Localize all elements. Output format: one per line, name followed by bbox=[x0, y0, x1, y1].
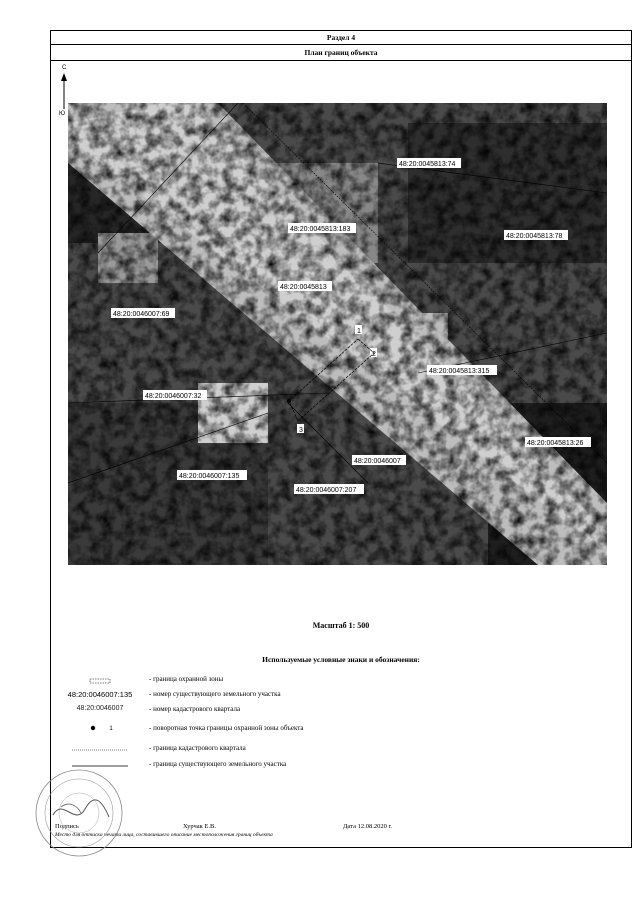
svg-text:48:20:0045813:26: 48:20:0045813:26 bbox=[527, 440, 584, 447]
legend-desc: - граница существующего земельного участка bbox=[149, 760, 287, 768]
map-label bbox=[427, 365, 497, 375]
legend-desc: - граница охранной зоны bbox=[149, 675, 224, 683]
legend-quarter-line-icon bbox=[51, 744, 149, 755]
section-title: Раздел 4 bbox=[51, 31, 631, 45]
signature-label: Подпись bbox=[55, 823, 79, 830]
svg-text:48:20:0045813: 48:20:0045813 bbox=[280, 284, 327, 291]
svg-text:1: 1 bbox=[357, 328, 361, 335]
map-label bbox=[143, 390, 207, 400]
map-label bbox=[294, 484, 364, 494]
map-svg bbox=[68, 103, 607, 565]
legend-symbol: 48:20:0046007 bbox=[76, 705, 124, 712]
svg-text:48:20:0045813:183: 48:20:0045813:183 bbox=[290, 226, 351, 233]
svg-text:2: 2 bbox=[372, 351, 376, 358]
map-label bbox=[288, 223, 356, 233]
signature-date: Дата 12.08.2020 г. bbox=[343, 823, 393, 830]
svg-text:48:20:0046007:135: 48:20:0046007:135 bbox=[179, 473, 240, 480]
svg-text:48:20:0045813:78: 48:20:0045813:78 bbox=[506, 233, 563, 240]
svg-text:48:20:0046007: 48:20:0046007 bbox=[354, 458, 401, 465]
legend-item bbox=[51, 705, 631, 719]
legend-desc: - граница кадастрового квартала bbox=[149, 744, 246, 752]
document-frame bbox=[50, 30, 632, 848]
svg-text:48:20:0046007:207: 48:20:0046007:207 bbox=[296, 487, 357, 494]
map-label bbox=[525, 437, 591, 447]
seal-stamp-icon bbox=[33, 767, 125, 859]
scale-label: Масштаб 1: 500 bbox=[312, 621, 370, 630]
boundary-point bbox=[355, 325, 362, 335]
map-label bbox=[278, 281, 332, 291]
legend-symbol: 48:20:0046007:135 bbox=[67, 690, 133, 699]
map-label bbox=[111, 308, 175, 318]
legend-point-icon bbox=[51, 724, 149, 732]
map-label bbox=[504, 230, 568, 240]
legend-item bbox=[51, 724, 631, 738]
aerial-map bbox=[68, 103, 607, 565]
legend-symbol: 1 bbox=[109, 725, 113, 732]
map-label bbox=[352, 455, 406, 465]
legend-title: Используемые условные знаки и обозначения: bbox=[262, 655, 420, 664]
map-label bbox=[397, 158, 461, 168]
seal-caption: Место для оттиска печати лица, составившего описание местоположения границ объекта bbox=[55, 832, 273, 838]
svg-text:48:20:0045813:74: 48:20:0045813:74 bbox=[399, 161, 456, 168]
legend-item bbox=[51, 690, 631, 704]
legend-protection-zone-icon bbox=[51, 675, 149, 686]
south-label: Ю bbox=[59, 111, 66, 117]
legend-desc: - номер кадастрового квартала bbox=[149, 705, 241, 713]
svg-text:48:20:0045813:315: 48:20:0045813:315 bbox=[429, 368, 490, 375]
signer-name: Хурчак Е.В. bbox=[183, 823, 216, 830]
legend-item bbox=[51, 760, 631, 774]
legend-desc: - номер существующего земельного участка bbox=[149, 690, 281, 698]
svg-text:48:20:0046007:69: 48:20:0046007:69 bbox=[113, 311, 170, 318]
legend-item bbox=[51, 744, 631, 758]
section-subtitle: План границ объекта bbox=[51, 45, 631, 61]
legend-desc: - поворотная точка границы охранной зоны объекта bbox=[149, 724, 304, 732]
north-label: С bbox=[62, 65, 67, 71]
svg-text:48:20:0046007:32: 48:20:0046007:32 bbox=[145, 393, 202, 400]
boundary-point bbox=[297, 424, 304, 434]
svg-text:3: 3 bbox=[299, 427, 303, 434]
legend-item bbox=[51, 675, 631, 689]
map-label bbox=[177, 470, 247, 480]
